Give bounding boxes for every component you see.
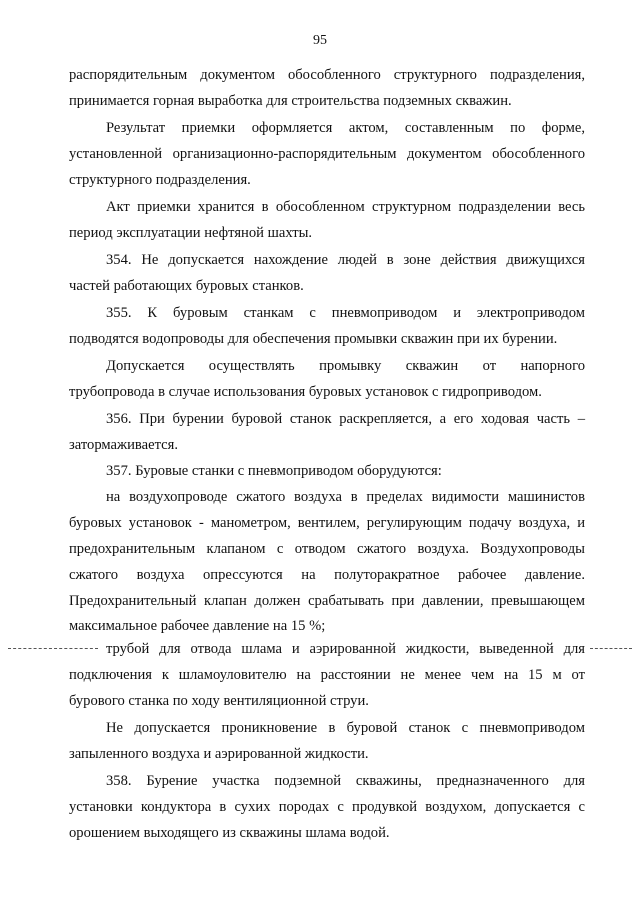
paragraph-line: затормаживается. [69,437,178,453]
paragraph-line: трубой для отвода шлама и аэрированной жидкости, выведенной для [106,641,585,657]
paragraph-line: орошением выходящего из скважины шлама водой. [69,825,390,841]
paragraph-line: Результат приемки оформляется актом, составленным по форме, [106,120,585,136]
paragraph-line: сжатого воздуха опрессуются на полуторакратное рабочее давление. [69,567,585,583]
paragraph-line: частей работающих буровых станков. [69,278,304,294]
scan-artifact-line [8,648,98,650]
paragraph-line: бурового станка по ходу вентиляционной струи. [69,693,369,709]
paragraph-line: принимается горная выработка для строительства подземных скважин. [69,93,512,109]
paragraph-line: Предохранительный клапан должен срабатывать при давлении, превышающем [69,593,585,609]
paragraph-line: период эксплуатации нефтяной шахты. [69,225,313,241]
scan-artifact-line [590,648,632,650]
paragraph-line: Допускается осуществлять промывку скважин от напорного [106,358,585,374]
paragraph-line: структурного подразделения. [69,172,251,188]
paragraph-line: 355. К буровым станкам с пневмоприводом и электроприводом [106,305,585,321]
paragraph-line: 354. Не допускается нахождение людей в зоне действия движущихся [106,252,585,268]
paragraph-line: 356. При бурении буровой станок раскрепляется, а его ходовая часть – [106,411,585,427]
paragraph-line: буровых установок - манометром, вентилем, регулирующим подачу воздуха, и [69,515,585,531]
paragraph-line: подводятся водопроводы для обеспечения промывки скважин при их бурении. [69,331,558,347]
paragraph-line: максимальное рабочее давление на 15 %; [69,618,326,634]
paragraph-line: предохранительным клапаном с отводом сжатого воздуха. Воздухопроводы [69,541,585,557]
paragraph-line: подключения к шламоуловителю на расстоянии не менее чем на 15 м от [69,667,585,683]
paragraph-line: 357. Буровые станки с пневмоприводом оборудуются: [106,463,442,479]
paragraph-line: 358. Бурение участка подземной скважины, предназначенного для [106,773,585,789]
paragraph-line: запыленного воздуха и аэрированной жидкости. [69,746,369,762]
paragraph-line: трубопровода в случае использования буровых установок с гидроприводом. [69,384,542,400]
paragraph-line: установленной организационно-распорядительным документом обособленного [69,146,585,162]
paragraph-line: Не допускается проникновение в буровой станок с пневмоприводом [106,720,585,736]
paragraph-line: установки кондуктора в сухих породах с продувкой воздухом, допускается с [69,799,585,815]
paragraph-line: Акт приемки хранится в обособленном структурном подразделении весь [106,199,585,215]
paragraph-line: на воздухопроводе сжатого воздуха в пределах видимости машинистов [106,489,585,505]
paragraph-line: распорядительным документом обособленного структурного подразделения, [69,67,585,83]
page-number: 95 [313,33,327,48]
